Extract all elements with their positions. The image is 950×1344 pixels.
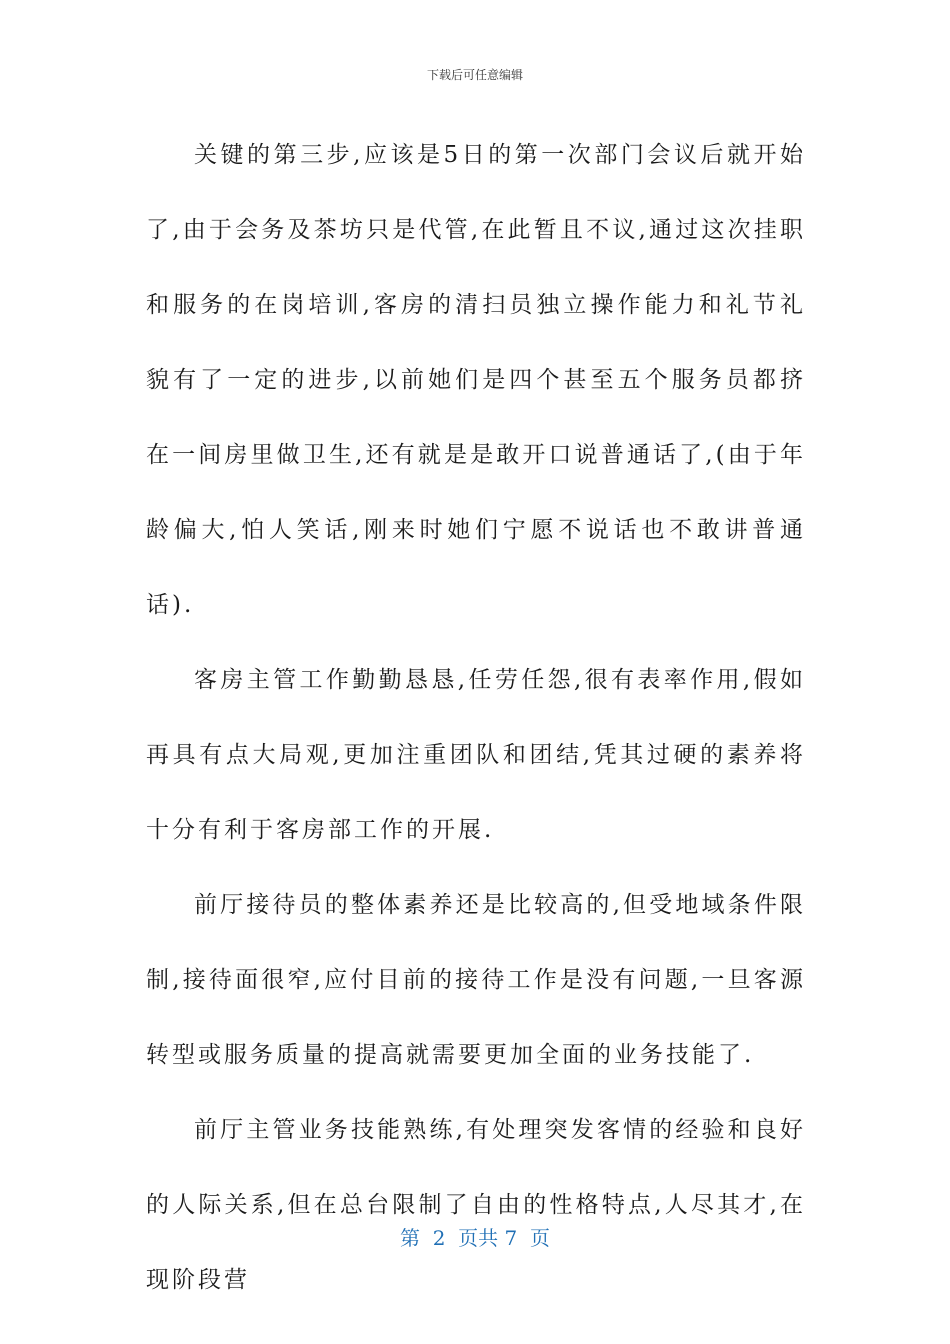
paragraph-2: 客房主管工作勤勤恳恳,任劳任怨,很有表率作用,假如再具有点大局观,更加注重团队和团结,凭其过硬的素养将十分有利于客房部工作的开展. (146, 667, 806, 843)
paragraph-1: 关键的第三步,应该是5日的第一次部门会议后就开始了,由于会务及茶坊只是代管,在此暂且不议,通过这次挂职和服务的在岗培训,客房的清扫员独立操作能力和礼节礼貌有了一定的进步,以前她们是四个甚至五个服务员都挤在一间房里做卫生,还有就是是敢开口说普通话了,(由于年龄偏大,怕人笑话,刚来时她们宁愿不说话也不敢讲普通话). (146, 142, 806, 618)
paragraph-4: 前厅主管业务技能熟练,有处理突发客情的经验和良好的人际关系,但在总台限制了自由的性格特点,人尽其才,在现阶段营 (146, 1117, 806, 1293)
document-body (146, 118, 806, 1318)
page-header-note: 下载后可任意编辑 (426, 68, 523, 82)
paragraph-3: 前厅接待员的整体素养还是比较高的,但受地域条件限制,接待面很窄,应付目前的接待工作是没有问题,一旦客源转型或服务质量的提高就需要更加全面的业务技能了. (146, 892, 806, 1068)
page-number-footer: 第 2 页共 7 页 (400, 1226, 550, 1250)
